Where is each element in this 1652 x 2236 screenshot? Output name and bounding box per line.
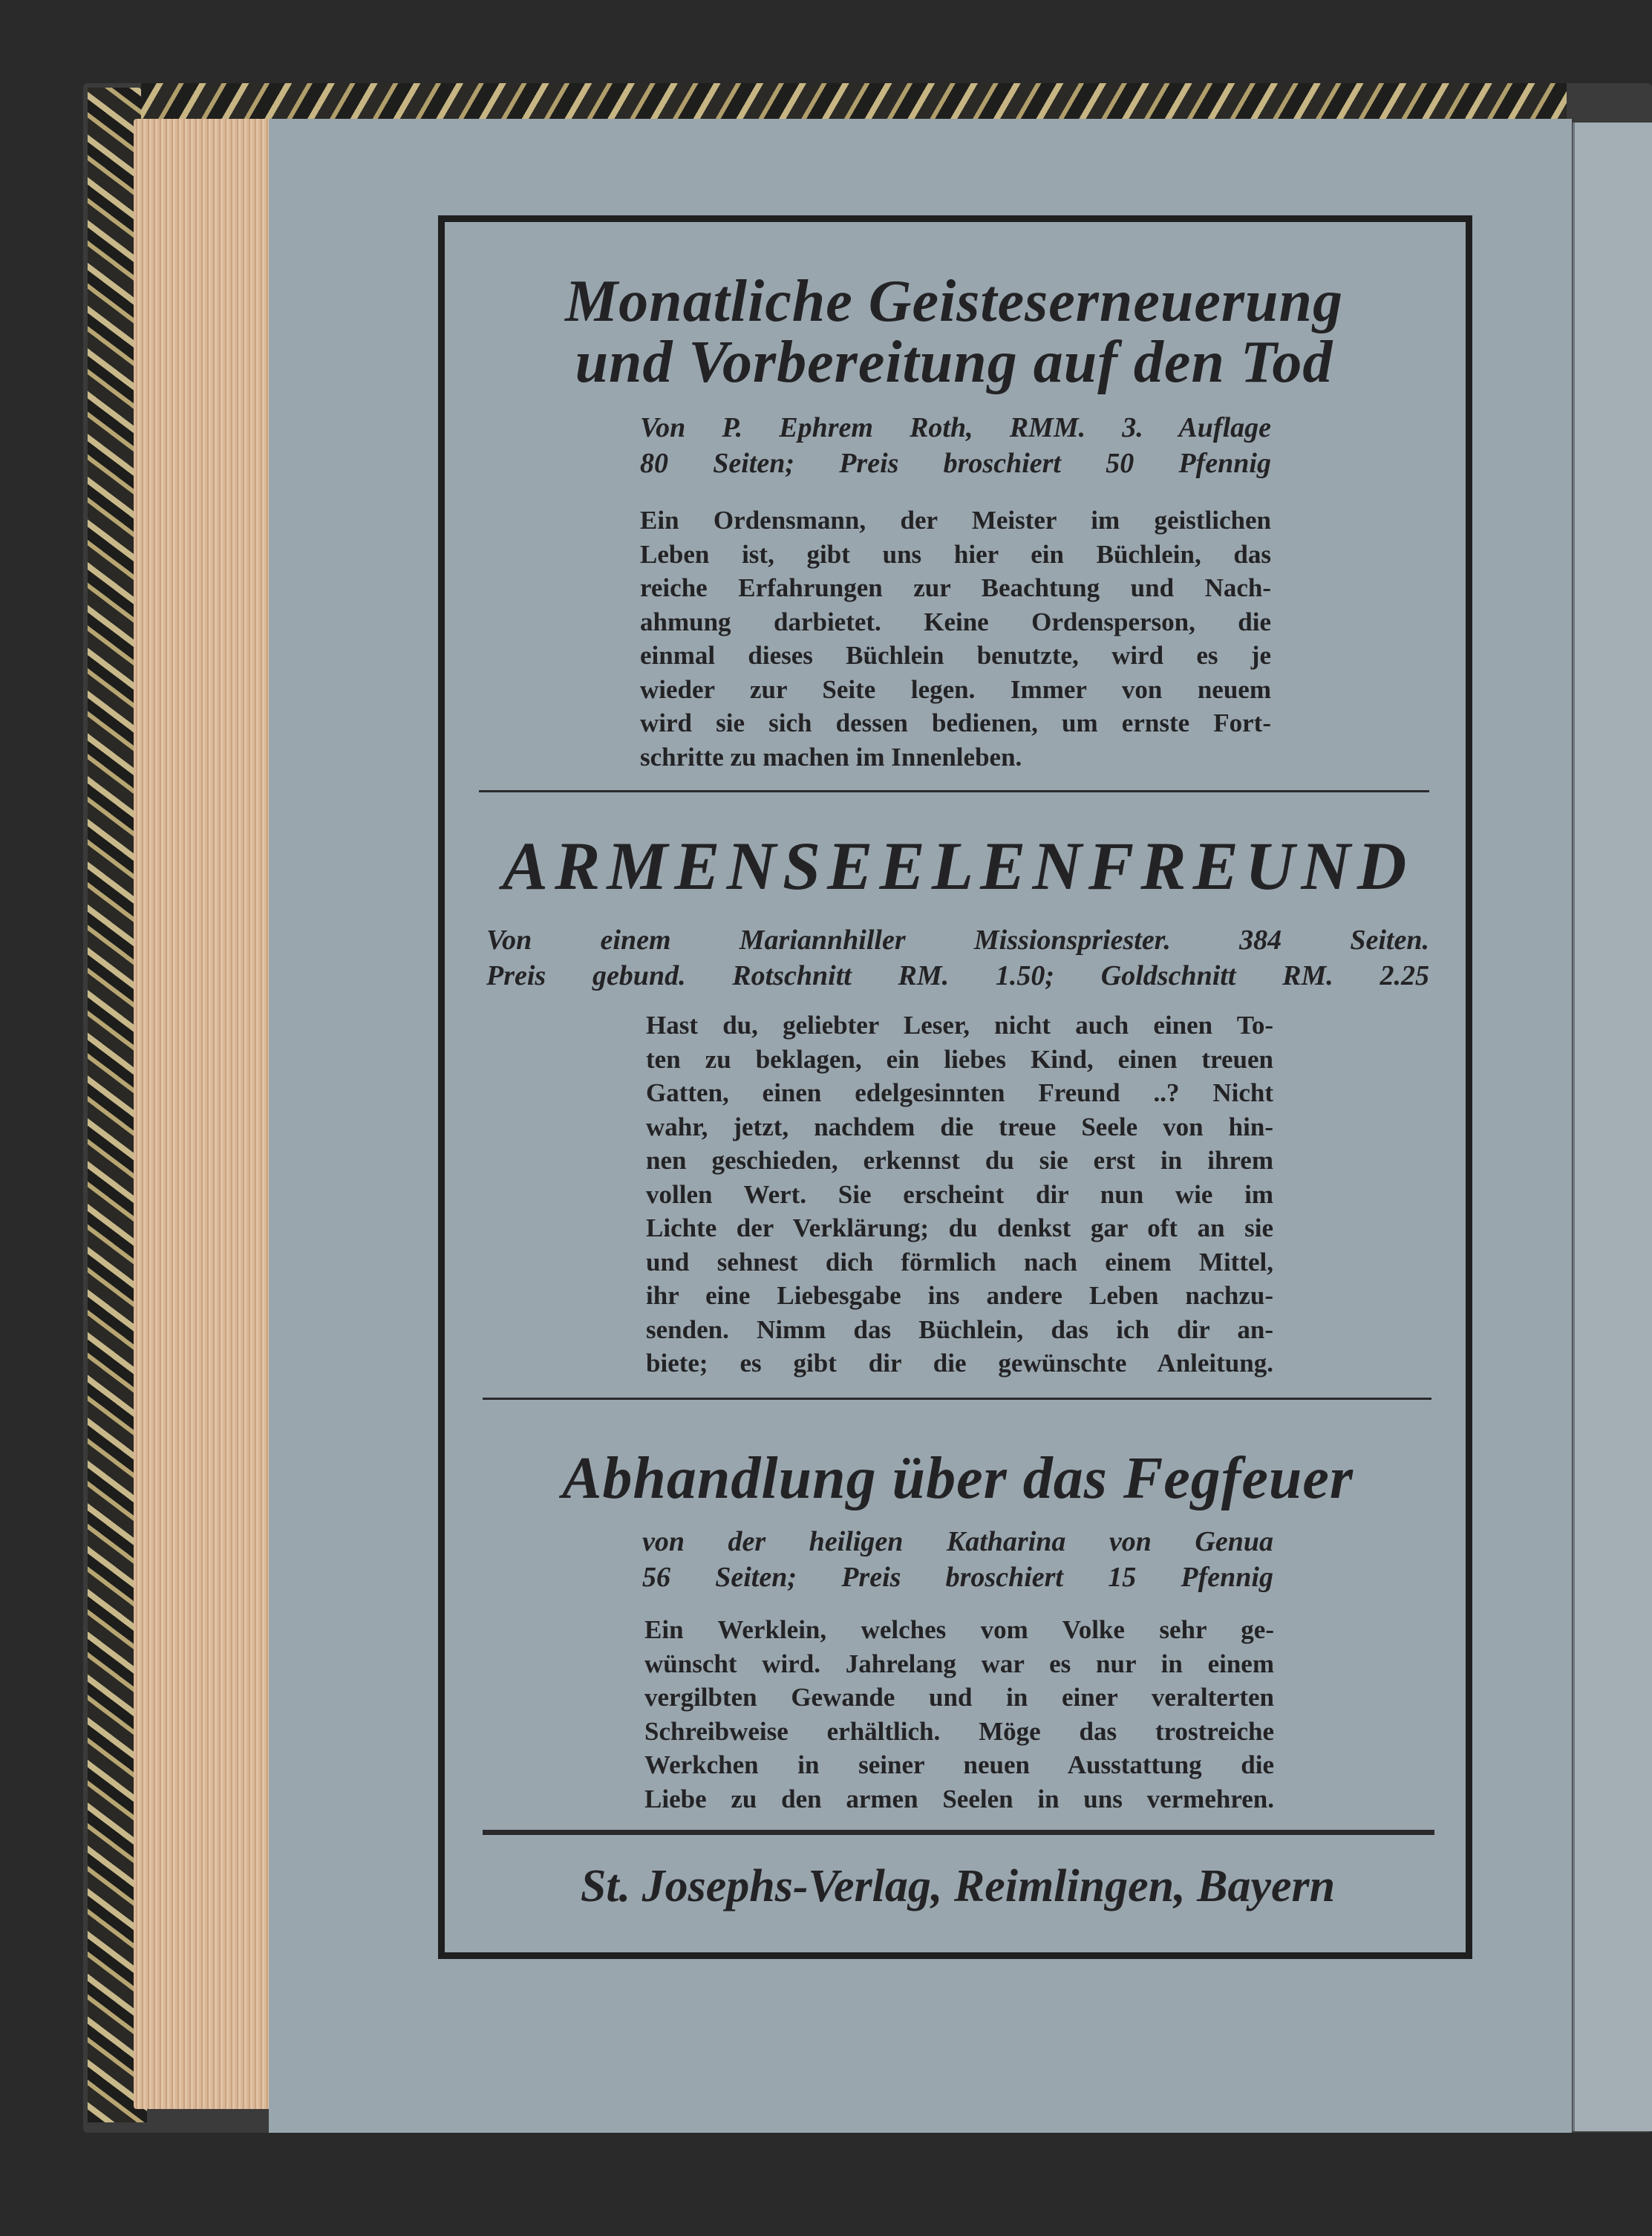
ad2-subtitle bbox=[486, 922, 1429, 994]
body-line: nen geschieden, erkennst du sie erst in ihrem bbox=[646, 1146, 1273, 1175]
divider bbox=[483, 1398, 1431, 1400]
ad1-title-line: und Vorbereitung auf den Tod bbox=[575, 330, 1333, 395]
body-line: reiche Erfahrungen zur Beachtung und Nach- bbox=[640, 573, 1271, 602]
ad1-body bbox=[640, 503, 1271, 774]
body-line: Hast du, geliebter Leser, nicht auch einen To- bbox=[646, 1011, 1273, 1040]
body-line: Ein Werklein, welches vom Volke sehr ge- bbox=[644, 1615, 1274, 1644]
ad3-subtitle-line: von der heiligen Katharina von Genua bbox=[642, 1526, 1273, 1557]
ad3-subtitle-line: 56 Seiten; Preis broschiert 15 Pfennig bbox=[642, 1562, 1273, 1593]
publisher-imprint: St. Josephs-Verlag, Reimlingen, Bayern bbox=[580, 1861, 1336, 1911]
ad1-title-line: Monatliche Geisteserneuerung bbox=[564, 269, 1344, 334]
body-line: und sehnest dich förmlich nach einem Mittel, bbox=[646, 1247, 1273, 1277]
body-line: wieder zur Seite legen. Immer von neuem bbox=[640, 674, 1271, 704]
body-line: Gatten, einen edelgesinnten Freund ..? Nicht bbox=[646, 1078, 1273, 1107]
body-line: schritte zu machen im Innenleben. bbox=[640, 742, 1022, 772]
body-line: vollen Wert. Sie erscheint dir nun wie im bbox=[646, 1179, 1273, 1209]
ad2-subtitle-line: Preis gebund. Rotschnitt RM. 1.50; Goldschnitt RM. 2.25 bbox=[486, 960, 1429, 991]
ad1-subtitle-line: 80 Seiten; Preis broschiert 50 Pfennig bbox=[640, 448, 1271, 479]
body-line: ahmung darbietet. Keine Ordensperson, die bbox=[640, 607, 1271, 636]
body-line: einmal dieses Büchlein benutzte, wird es je bbox=[640, 641, 1271, 670]
body-line: ihr eine Liebesgabe ins andere Leben nachzu- bbox=[646, 1281, 1273, 1310]
body-line: senden. Nimm das Büchlein, das ich dir an- bbox=[646, 1314, 1273, 1344]
body-line: Lichte der Verklärung; du denkst gar oft an sie bbox=[646, 1213, 1273, 1242]
body-line: wahr, jetzt, nachdem die treue Seele von hin- bbox=[646, 1112, 1273, 1141]
ad2-title: ARMENSEELENFREUND bbox=[502, 828, 1414, 904]
body-line: wünscht wird. Jahrelang war es nur in einem bbox=[644, 1649, 1274, 1678]
ad2-body bbox=[646, 1008, 1273, 1381]
ad1-subtitle-line: Von P. Ephrem Roth, RMM. 3. Auflage bbox=[640, 412, 1271, 443]
ad3-subtitle bbox=[642, 1524, 1273, 1595]
body-line: Leben ist, gibt uns hier ein Büchlein, das bbox=[640, 539, 1271, 569]
ad3-body bbox=[644, 1613, 1274, 1816]
divider bbox=[479, 790, 1429, 792]
body-line: Schreibweise erhältlich. Möge das trostreiche bbox=[644, 1716, 1274, 1746]
body-line: Werkchen in seiner neuen Ausstattung die bbox=[644, 1750, 1274, 1779]
body-line: wird sie sich dessen bedienen, um ernste Fort- bbox=[640, 708, 1271, 737]
marbled-cover-top bbox=[141, 83, 1567, 120]
page-edges bbox=[134, 119, 271, 2109]
footer-rule bbox=[483, 1830, 1434, 1835]
body-line: ten zu beklagen, ein liebes Kind, einen treuen bbox=[646, 1044, 1273, 1074]
body-line: Liebe zu den armen Seelen in uns vermehren. bbox=[644, 1784, 1274, 1813]
ad1-subtitle bbox=[640, 410, 1271, 481]
body-line: biete; es gibt dir die gewünschte Anleitung. bbox=[646, 1349, 1273, 1378]
facing-page bbox=[1573, 123, 1652, 2131]
body-line: vergilbten Gewande und in einer veralterten bbox=[644, 1683, 1274, 1712]
ad2-subtitle-line: Von einem Mariannhiller Missionspriester. 384 Seiten. bbox=[486, 925, 1429, 956]
body-line: Ein Ordensmann, der Meister im geistlichen bbox=[640, 506, 1271, 535]
ad3-title: Abhandlung über das Fegfeuer bbox=[562, 1446, 1354, 1511]
ad1-title bbox=[475, 271, 1433, 393]
